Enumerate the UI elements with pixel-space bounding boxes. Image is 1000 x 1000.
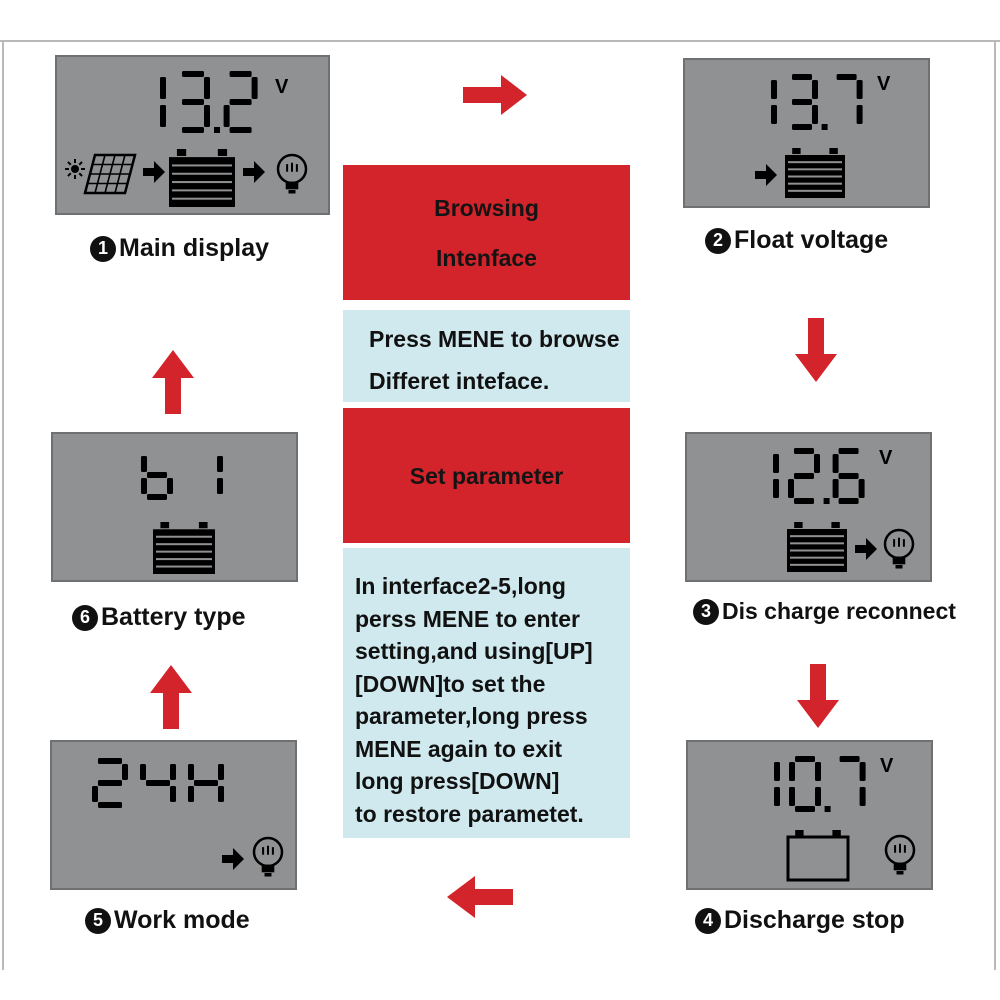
lcd-digit-1 — [773, 454, 779, 498]
bulb-icon — [885, 530, 913, 569]
flow-arrow-right — [463, 75, 527, 115]
caption-work-mode-label: Work mode — [114, 906, 250, 934]
battery-icon — [153, 522, 215, 574]
browse-text-line2: Differet inteface. — [369, 368, 550, 394]
lcd-digit-4 — [140, 764, 176, 802]
lcd-digit-3 — [792, 74, 818, 130]
sun-icon — [65, 159, 85, 179]
arrow-icon — [755, 164, 777, 186]
flow-arrow-down-2 — [797, 664, 839, 728]
lcd-digit-7 — [840, 756, 866, 806]
flow-arrow-down-1 — [795, 318, 837, 382]
badge-5: 5 — [85, 908, 111, 934]
empty-battery-icon — [788, 830, 848, 880]
arrow-icon — [243, 161, 265, 183]
flow-arrow-up-2 — [152, 350, 194, 414]
caption-discharge-stop — [695, 906, 905, 935]
lcd-main-display — [55, 55, 330, 215]
lcd-battery-type-svg — [53, 434, 298, 582]
bulb-icon — [254, 838, 282, 877]
caption-work-mode — [85, 906, 250, 935]
lcd-decimal-point — [214, 127, 220, 133]
badge-2: 2 — [705, 228, 731, 254]
browsing-title-line1: Browsing — [434, 194, 539, 221]
set-text-line: parameter,long press — [355, 703, 588, 729]
set-text-line: perss MENE to enter — [355, 605, 580, 632]
lcd-float-voltage-svg — [685, 60, 930, 208]
set-parameter-instructions — [343, 548, 630, 838]
browse-text-line1: Press MENE to browse — [369, 326, 620, 352]
lcd-digit-2 — [92, 758, 128, 808]
caption-discharge-stop-label: Discharge stop — [724, 906, 905, 934]
caption-discharge-reconnect-label: Dis charge reconnect — [722, 598, 956, 624]
arrow-icon — [143, 161, 165, 183]
set-text-line: In interface2-5,long — [355, 573, 566, 599]
lcd-decimal-point — [824, 498, 830, 504]
battery-icon — [169, 149, 235, 207]
lcd-main-display-svg — [57, 57, 330, 215]
caption-float-voltage-label: Float voltage — [734, 226, 889, 254]
lcd-digit-1 — [217, 456, 223, 494]
lcd-discharge-reconnect — [685, 432, 932, 582]
badge-1: 1 — [90, 236, 116, 262]
arrow-icon — [855, 538, 877, 560]
lcd-digit-1 — [771, 80, 777, 124]
lcd-digit-3 — [182, 71, 210, 133]
lcd-discharge-stop-svg — [688, 742, 933, 890]
set-parameter-header — [343, 408, 630, 543]
lcd-work-mode-svg — [52, 742, 297, 890]
caption-battery-type — [72, 603, 246, 632]
lcd-digit-2 — [788, 448, 820, 504]
battery-icon — [787, 522, 847, 572]
lcd-digit-6 — [833, 448, 865, 504]
caption-battery-type-label: Battery type — [101, 603, 246, 631]
arrow-icon — [222, 848, 244, 870]
set-text-line: setting,and using[UP] — [355, 638, 593, 664]
lcd-decimal-point — [822, 124, 828, 130]
set-text-line: [DOWN]to set the — [355, 670, 546, 697]
bulb-icon — [886, 836, 914, 875]
lcd-unit-label: V — [879, 447, 893, 469]
top-border — [0, 40, 1000, 42]
badge-4: 4 — [695, 908, 721, 934]
set-text-line: long press[DOWN] — [355, 768, 560, 794]
left-border — [2, 40, 4, 970]
lcd-unit-label: V — [275, 76, 289, 98]
bulb-icon — [278, 155, 306, 194]
lcd-digit-2 — [224, 71, 258, 133]
lcd-decimal-point — [825, 806, 831, 812]
lcd-discharge-reconnect-svg — [687, 434, 932, 582]
browsing-interface-header — [343, 165, 630, 300]
caption-discharge-reconnect — [693, 598, 956, 625]
caption-main-display-label: Main display — [119, 234, 270, 262]
caption-float-voltage — [705, 226, 888, 255]
set-parameter-title: Set parameter — [409, 462, 564, 489]
badge-6: 6 — [72, 605, 98, 631]
badge-3: 3 — [693, 599, 719, 625]
lcd-unit-label: V — [877, 73, 891, 95]
lcd-unit-label: V — [880, 755, 894, 777]
lcd-digit-0 — [789, 756, 821, 812]
right-border — [994, 40, 996, 970]
lcd-battery-type — [51, 432, 298, 582]
solar-panel-icon — [85, 155, 135, 193]
lcd-digit-b — [141, 456, 173, 500]
lcd-float-voltage — [683, 58, 930, 208]
browsing-title-line2: Intenface — [436, 244, 537, 271]
flow-arrow-left — [447, 876, 513, 918]
lcd-digit-1 — [774, 762, 780, 806]
lcd-digit-7 — [837, 74, 863, 124]
browse-instructions — [343, 310, 630, 402]
set-text-line: to restore parametet. — [355, 800, 584, 827]
lcd-discharge-stop — [686, 740, 933, 890]
flow-arrow-up-1 — [150, 665, 192, 729]
set-text-line: MENE again to exit — [355, 735, 563, 762]
lcd-work-mode — [50, 740, 297, 890]
battery-icon — [785, 148, 845, 198]
lcd-digit-1 — [160, 77, 166, 127]
lcd-digit-H — [188, 764, 224, 802]
caption-main-display — [90, 234, 269, 263]
